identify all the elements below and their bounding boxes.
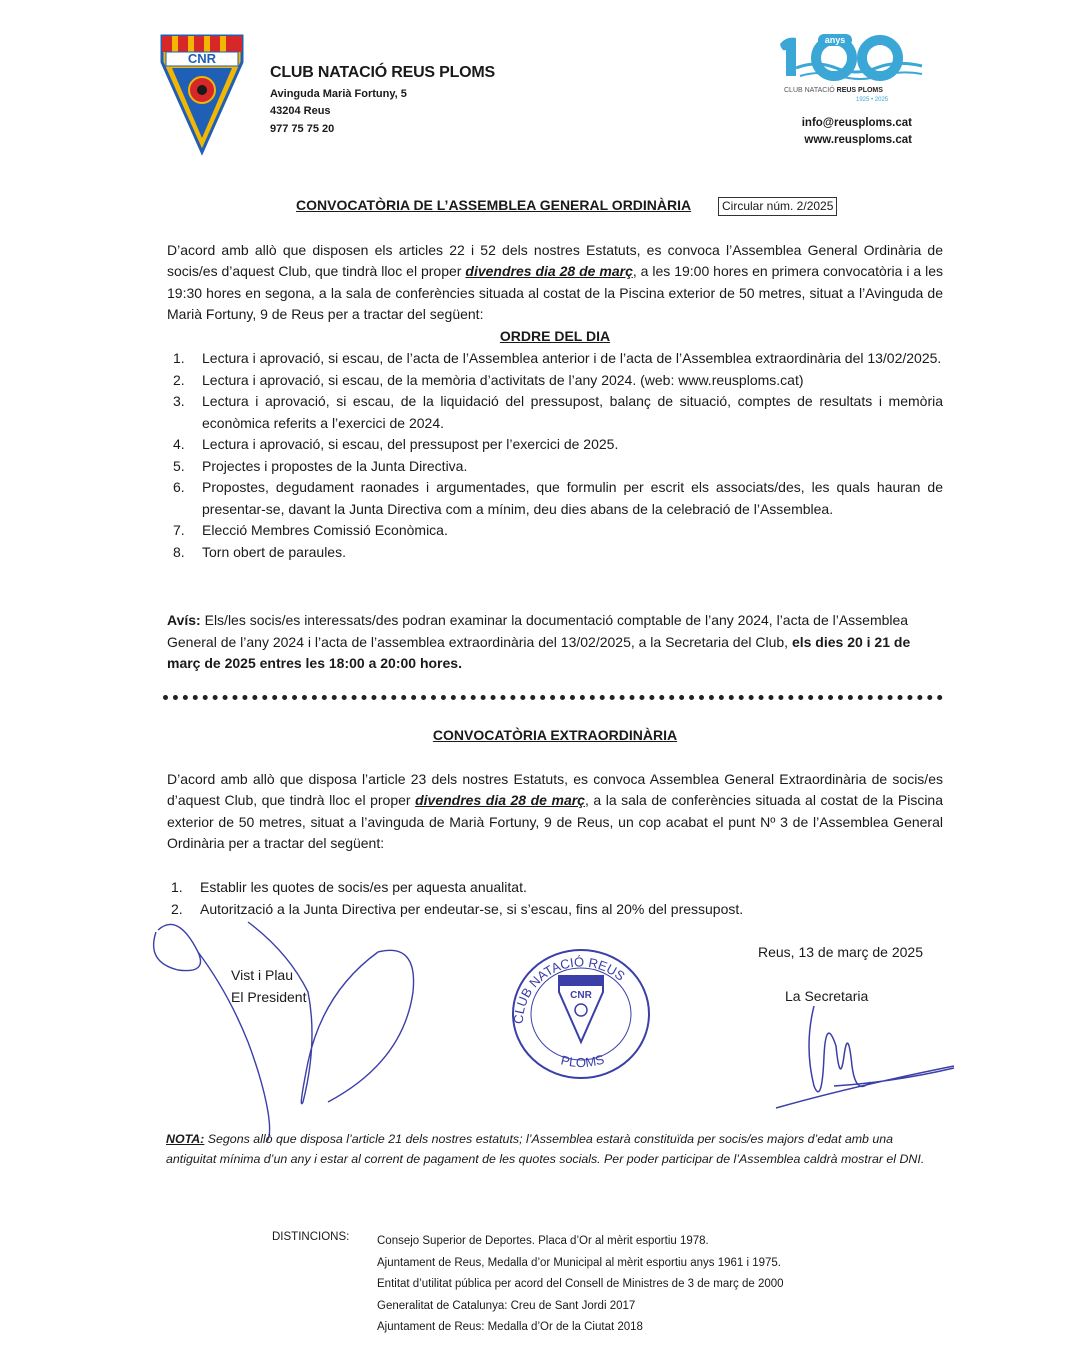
- distinction-item: Ajuntament de Reus, Medalla d’or Municipal al mèrit esportiu anys 1961 i 1975.: [377, 1256, 781, 1269]
- place-and-date: Reus, 13 de març de 2025: [758, 944, 923, 960]
- note-label: NOTA:: [166, 1132, 205, 1146]
- distinction-item: Consejo Superior de Deportes. Placa d’Or al mèrit esportiu 1978.: [377, 1235, 709, 1247]
- agenda-item: 4. Lectura i aprovació, si escau, del pressupost per l’exercici de 2025.: [173, 436, 619, 452]
- section-divider: [163, 695, 943, 700]
- distinction-item: Generalitat de Catalunya: Creu de Sant Jordi 2017: [377, 1299, 636, 1312]
- club-address-line2: 43204 Reus: [270, 105, 331, 117]
- logo-subtitle: CLUB NATACIÓ REUS PLOMS: [784, 87, 883, 94]
- stamp-top-text: CLUB NATACIÓ REUS: [510, 954, 628, 1025]
- club-name: CLUB NATACIÓ REUS PLOMS: [270, 64, 496, 81]
- club-email[interactable]: info@reusploms.cat: [801, 117, 912, 129]
- agenda-item: 7. Elecció Membres Comissió Econòmica.: [173, 522, 448, 538]
- ordinary-agenda-list: [168, 348, 943, 563]
- agenda-item: 2. Lectura i aprovació, si escau, de la memòria d’activitats de l’any 2024. (web: www.reusploms.cat): [173, 371, 804, 388]
- ordinary-intro-paragraph: D’acord amb allò que disposen els articles 22 i 52 dels nostres Estatuts, es convoca l’Assemblea General Ordinària de socis/es d’aquest Club, que tindrà lloc el proper divendres dia 28 de març, a les 19:00 hores en primera convocatòria i a les 19:30 hores en segona, a la sala de conferències situada al costat de la Piscina exterior de 50 metres, situat a l’Avinguda de Marià Fortuny, 9 de Reus per a tractar del següent:: [167, 242, 943, 322]
- club-crest-logo: [158, 32, 246, 154]
- club-website[interactable]: www.reusploms.cat: [804, 134, 912, 146]
- crest-text: CNR: [187, 51, 217, 66]
- extraordinary-intro-paragraph: D’acord amb allò que disposa l’article 23 dels nostres Estatuts, es convoca Assemblea General Extraordinària de socis/es d’aquest Club, que tindrà lloc el proper divendres dia 28 de març, a la sala de conferències situada al costat de la Piscina exterior de 50 metres, situat a l’avinguda de Marià Fortuny, 9 de Reus, un cop acabat el punt Nº 3 de l’Assemblea General Ordinària per a tractar del següent:: [167, 771, 944, 851]
- secretary-title: La Secretaria: [785, 988, 869, 1004]
- secretary-signature: [774, 996, 956, 1114]
- ordinary-assembly-title: CONVOCATÒRIA DE L’ASSEMBLEA GENERAL ORDINÀRIA: [296, 197, 692, 213]
- agenda-item: 1. Establir les quotes de socis/es per aquesta anualitat.: [171, 879, 527, 895]
- ordinary-meeting-date: divendres dia 28 de març: [465, 263, 633, 280]
- extraordinary-meeting-date: divendres dia 28 de març: [415, 792, 585, 809]
- anniversary-logo-text: anys: [824, 35, 846, 45]
- agenda-item: 5. Projectes i propostes de la Junta Directiva.: [173, 457, 468, 474]
- circular-number-box: Circular núm. 2/2025: [718, 197, 837, 216]
- stamp-crest-text: CNR: [570, 990, 592, 1001]
- centenary-logo: [776, 30, 926, 88]
- agenda-item: 2. Autorització a la Junta Directiva per endeutar-se, si s’escau, fins al 20% del pressupost.: [171, 901, 744, 917]
- note-paragraph: NOTA: Segons allò que disposa l’article 21 dels nostres estatuts; l’Assemblea estarà constituïda per socis/es majors d’edat amb una antiguitat mínima d’un any i estar al corrent de pagament de les quotes socials. Per poder participar de l’Assemblea caldrà mostrar el DNI.: [166, 1132, 925, 1166]
- extraordinary-assembly-title: CONVOCATÒRIA EXTRAORDINÀRIA: [432, 727, 678, 743]
- agenda-item: 1. Lectura i aprovació, si escau, de l’acta de l’Assemblea anterior i de l’acta de l’Assemblea extraordinària del 13/02/2025.: [173, 350, 942, 366]
- notice-dates: els dies 20 i 21 de març de 2025 entres les 18:00 a 20:00 hores.: [167, 633, 911, 671]
- distinction-item: Entitat d’utilitat pública per acord del Consell de Ministres de 3 de març de 2000: [377, 1278, 784, 1290]
- club-stamp: [509, 946, 653, 1082]
- agenda-item: 3. Lectura i aprovació, si escau, de la liquidació del pressupost, balanç de situació, comptes de resultats i memòria econòmica referits a l’exercici de 2024.: [173, 393, 943, 431]
- distinctions-list: [377, 1231, 784, 1339]
- agenda-item: 8. Torn obert de paraules.: [173, 543, 346, 560]
- club-phone: 977 75 75 20: [270, 123, 335, 135]
- distinction-item: Ajuntament de Reus: Medalla d’Or de la Ciutat 2018: [377, 1321, 643, 1333]
- president-approval-label: Vist i Plau: [231, 967, 293, 983]
- agenda-item: 6. Propostes, degudament raonades i argumentades, que formulin per escrit els associats/des, les quals hauran de presentar-se, davant la Junta Directiva com a mínim, deu dies abans de la celebració de l’Assemblea.: [173, 479, 943, 517]
- president-title: El President: [231, 989, 307, 1005]
- stamp-bottom-text: PLOMS: [559, 1051, 606, 1071]
- logo-years: 1925 • 2025: [856, 97, 889, 103]
- distinctions-label: DISTINCIONS:: [272, 1231, 350, 1243]
- notice-paragraph: Avís: Els/les socis/es interessats/des podran examinar la documentació comptable de l’any 2024, l’acta de l’Assemblea General de l’any 2024 i l’acta de l’assemblea extraordinària del 13/02/2025, a la Secretaria del Club, els dies 20 i 21 de març de 2025 entres les 18:00 a 20:00 hores.: [167, 612, 911, 671]
- club-address-line1: Avinguda Marià Fortuny, 5: [270, 88, 407, 100]
- president-signature: [148, 912, 418, 1142]
- agenda-title: ORDRE DEL DIA: [499, 328, 611, 344]
- notice-label: Avís:: [167, 612, 201, 628]
